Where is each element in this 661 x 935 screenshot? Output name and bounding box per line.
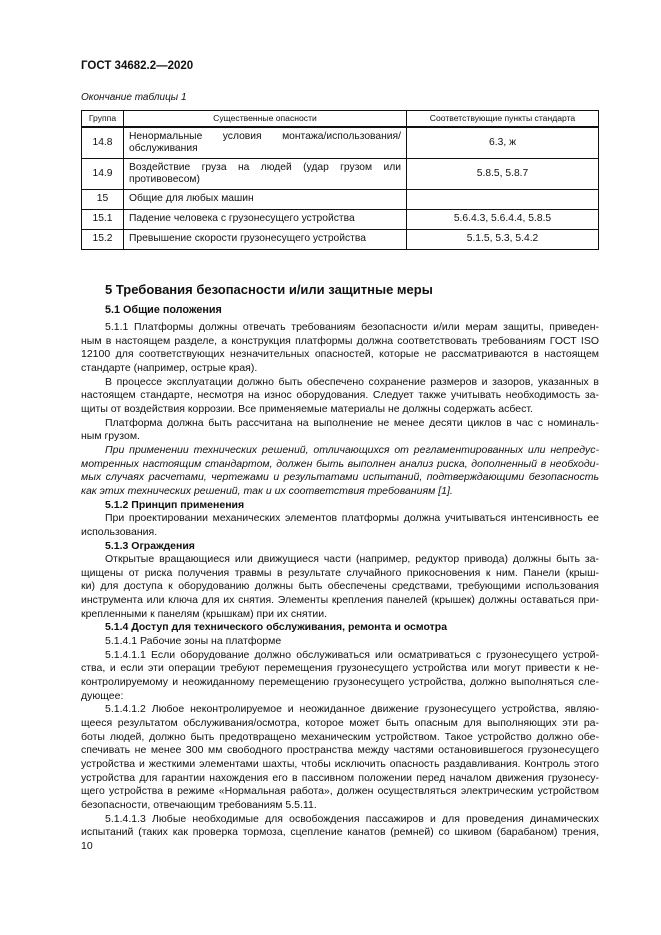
text-line: Открытые вращающиеся или движущиеся части (например, редуктор привода) должны быть за- bbox=[105, 553, 599, 566]
table-header-row bbox=[82, 111, 599, 128]
text-line: ным в настоящем разделе, а конструкция платформы должна соответствовать требованиям ГОСТ ISO bbox=[81, 334, 599, 347]
section-title: 5 Требования безопасности и/или защитные меры bbox=[105, 282, 433, 297]
table-row bbox=[82, 230, 599, 250]
text-line: настоящем стандарте, несмотря на износ оборудования. Следует также учитывать необходимость за- bbox=[81, 389, 599, 402]
column-header-hazards: Существенные опасности bbox=[124, 111, 407, 128]
cell-hazard: Ненормальные условия монтажа/использования/обслуживания bbox=[124, 127, 407, 159]
text-line: При проектировании механических элементов платформы должна учитываться интенсивность ее bbox=[105, 512, 599, 525]
text-line: мотренных настоящим стандартом, должен быть выполнен анализ риска, дополненный в необходи- bbox=[81, 457, 599, 470]
text-line: инструмента или ключа для их снятия. Элементы крепления панелей (крышек) должны оставаться при- bbox=[81, 594, 599, 607]
text-line: щиты от воздействия коррозии. Все применяемые материалы не должны содержать асбест. bbox=[81, 402, 533, 415]
text-line: устройства для гарантии нахождения его в пассивном положении перед началом движения грузонесу- bbox=[81, 771, 599, 784]
cell-clauses: 5.8.5, 5.8.7 bbox=[407, 159, 599, 190]
text-line: 5.1.4.1 Рабочие зоны на платформе bbox=[105, 635, 282, 648]
text-line: мых случаях расчетами, чертежами и результатами испытаний, подтверждающими безопасность bbox=[81, 471, 599, 484]
table-row bbox=[82, 159, 599, 190]
cell-group: 15.1 bbox=[82, 210, 124, 230]
paragraph bbox=[81, 813, 599, 840]
text-line: использования. bbox=[81, 525, 158, 538]
cell-clauses: 5.1.5, 5.3, 5.4.2 bbox=[407, 230, 599, 250]
text-line: 12100 для соответствующих незначительных опасностей, которые не рассматриваются в настоящем bbox=[81, 348, 599, 361]
cell-group: 14.8 bbox=[82, 127, 124, 159]
cell-hazard: Общие для любых машин bbox=[124, 190, 407, 210]
text-line: щееся результатом обслуживания/осмотра, которое может быть опасным для выполняющих эти ра- bbox=[81, 717, 599, 730]
table-row bbox=[82, 210, 599, 230]
text-line: как этих технических решений, так и их соответствия требованиям [1]. bbox=[81, 484, 453, 497]
table-row bbox=[82, 190, 599, 210]
clause-heading bbox=[81, 540, 599, 554]
column-header-group: Группа bbox=[82, 111, 124, 128]
cell-clauses: 5.6.4.3, 5.6.4.4, 5.8.5 bbox=[407, 210, 599, 230]
text-line: 5.1.2 Принцип применения bbox=[105, 498, 245, 511]
paragraph bbox=[81, 321, 599, 376]
text-line: стандарте (например, острые края). bbox=[81, 361, 258, 374]
text-line: спечивать не менее 300 мм свободного пространства между частями остановившегося грузонесущего bbox=[81, 744, 599, 757]
text-line: дующее: bbox=[81, 689, 124, 702]
cell-hazard: Превышение скорости грузонесущего устройства bbox=[124, 230, 407, 250]
text-line: 5.1.4.1.1 Если оборудование должно обслуживаться или осматриваться с грузонесущего устрой- bbox=[105, 648, 599, 661]
paragraph bbox=[81, 635, 599, 649]
text-line: ным грузом. bbox=[81, 430, 140, 443]
text-line: щего устройства в режиме «Нормальная работа», должен осуществляться электрическим устройством bbox=[81, 785, 599, 798]
clause-heading bbox=[81, 621, 599, 635]
column-header-clauses: Соответствующие пункты стандарта bbox=[407, 111, 599, 128]
page-number: 10 bbox=[81, 840, 93, 852]
text-line: 5.1.4.1.2 Любое неконтролируемое и неожиданное движение грузонесущего устройства, являю- bbox=[105, 703, 599, 716]
cell-group: 15.2 bbox=[82, 230, 124, 250]
text-line: безопасности, отвечающим требованиям 5.5.11. bbox=[81, 798, 317, 811]
text-line: крепленными к панелям (крышкам) при их снятии. bbox=[81, 607, 328, 620]
text-line: 5.1.4.1.3 Любые необходимые для освобождения пассажиров и для проведения динамических bbox=[105, 812, 599, 825]
text-line: контролируемому и неожиданному перемещению грузонесущего устройства, должно выполняться сле- bbox=[81, 676, 599, 689]
text-line: 5.1.1 Платформы должны отвечать требованиям безопасности и/или мерам защиты, приведен- bbox=[105, 321, 599, 333]
table-caption: Окончание таблицы 1 bbox=[81, 92, 187, 103]
paragraph bbox=[81, 417, 599, 444]
table-row bbox=[82, 127, 599, 159]
cell-clauses bbox=[407, 190, 599, 210]
text-line: щищены от риска получения травмы в результате случайного прикосновения к ним. Панели (крыш- bbox=[81, 566, 599, 579]
text-line: Платформа должна быть рассчитана на выполнение не менее десяти циклов в час с номиналь- bbox=[105, 416, 599, 429]
paragraph bbox=[81, 649, 599, 704]
subsection-title: 5.1 Общие положения bbox=[105, 304, 222, 316]
cell-group: 15 bbox=[82, 190, 124, 210]
text-line: испытаний (таких как проверка тормоза, сцепление канатов (ремней) со шкивом (барабаном) трения, bbox=[81, 826, 599, 839]
paragraph bbox=[81, 512, 599, 539]
text-line: устройства и жесткими элементами шахты, чтобы исключить опасность раздавливания. Контроль этого bbox=[81, 758, 599, 770]
text-line: боты людей, должно быть предотвращено механическим устройством. Такое устройство должно обе- bbox=[81, 730, 599, 743]
text-line: При применении технических решений, отличающихся от регламентированных или непредус- bbox=[105, 443, 599, 456]
cell-hazard: Воздействие груза на людей (удар грузом или противовесом) bbox=[124, 159, 407, 190]
text-line: ки) для доступа к оборудованию должны быть обеспечены средствами, требующими использования bbox=[81, 580, 599, 593]
paragraph bbox=[81, 553, 599, 621]
section-body bbox=[81, 321, 599, 840]
paragraph bbox=[81, 703, 599, 812]
cell-clauses: 6.3, ж bbox=[407, 127, 599, 159]
text-line: 5.1.4 Доступ для технического обслуживания, ремонта и осмотра bbox=[105, 621, 448, 634]
document-id: ГОСТ 34682.2—2020 bbox=[81, 60, 194, 72]
paragraph bbox=[81, 376, 599, 417]
clause-heading bbox=[81, 499, 599, 513]
paragraph bbox=[81, 444, 599, 499]
cell-hazard: Падение человека с грузонесущего устройства bbox=[124, 210, 407, 230]
text-line: 5.1.3 Ограждения bbox=[105, 539, 195, 552]
cell-group: 14.9 bbox=[82, 159, 124, 190]
text-line: В процессе эксплуатации должно быть обеспечено сохранение размеров и зазоров, указанных в bbox=[105, 375, 599, 388]
text-line: ства, и если эти операции требуют перемещения грузонесущего устройства или могут привести к не- bbox=[81, 662, 599, 675]
hazards-table bbox=[81, 110, 599, 250]
